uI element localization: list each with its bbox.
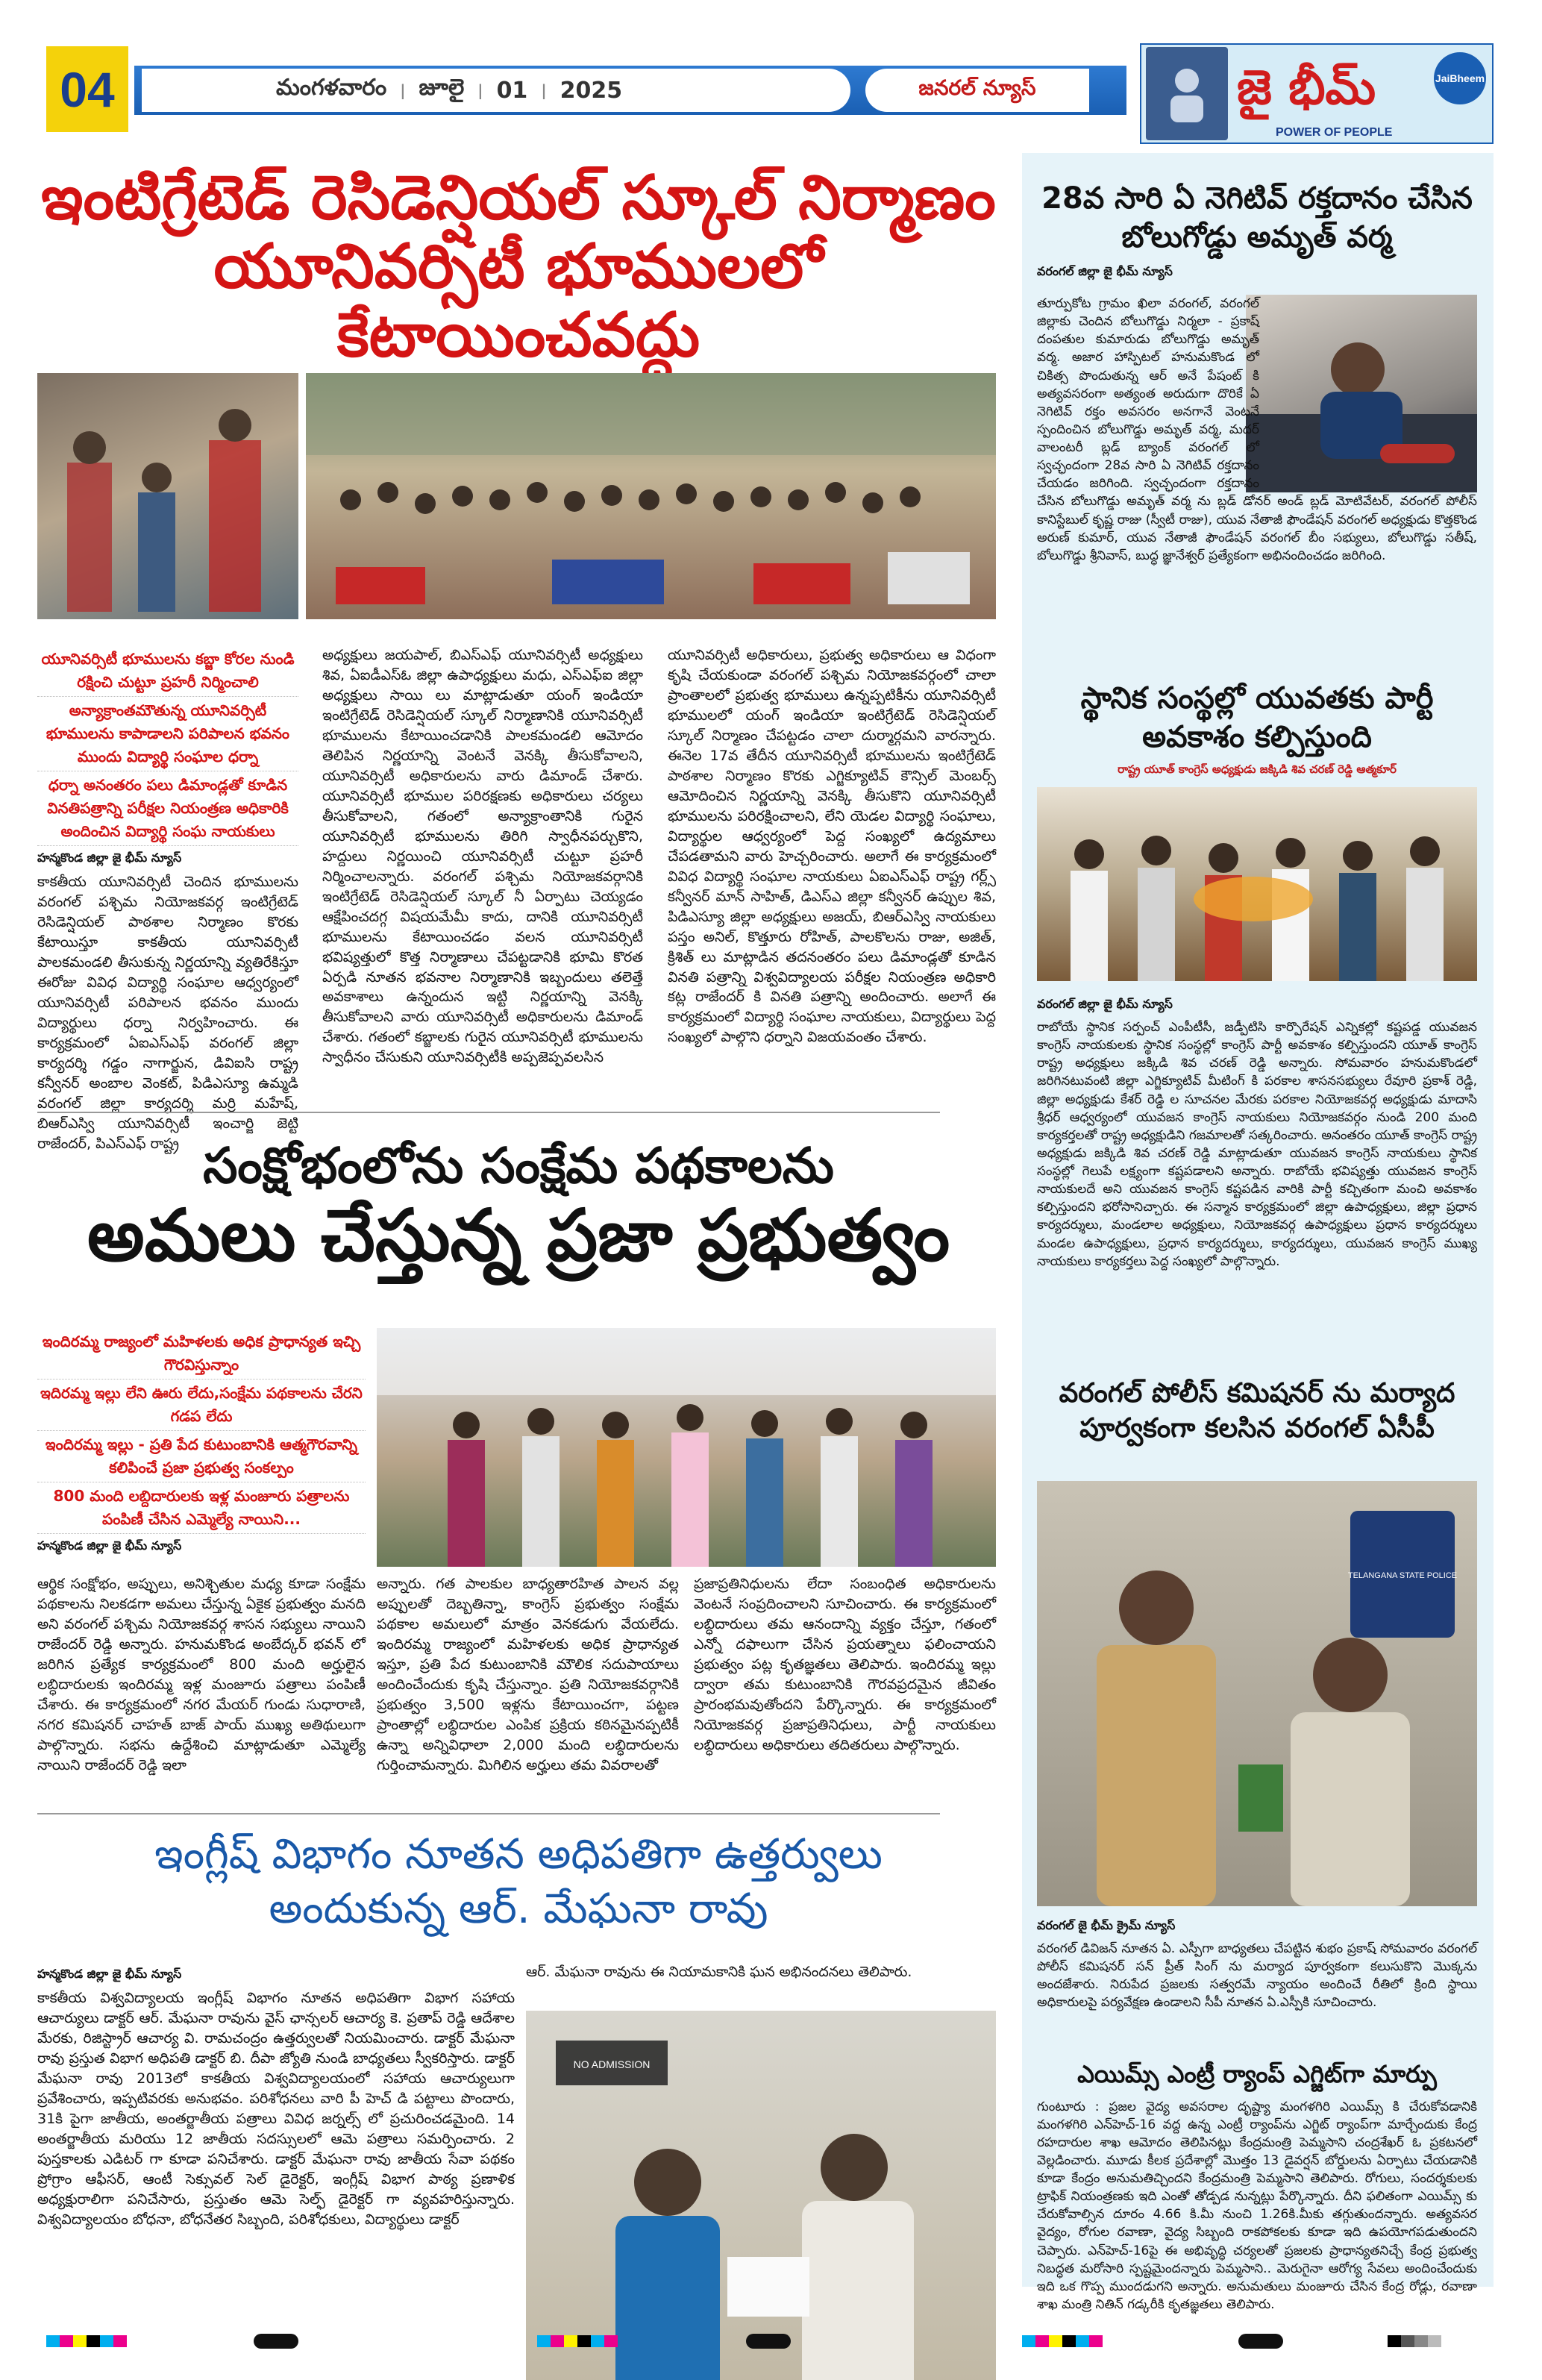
highlight-item: అన్యాక్రాంతమౌతున్న యూనివర్సిటీ భూములను కాపాడాలని పరిపాలన భవనం ముందు విద్యార్థి సంఘాల ధర్నా [37, 697, 298, 771]
headline-line: ఇంగ్లీష్ విభాగం నూతన అధిపతిగా ఉత్తర్వులు [154, 1830, 883, 1879]
highlight-item: 800 మంది లబ్దిదారులకు ఇళ్ల మంజూరు పత్రాలను పంపిణీ చేసిన ఎమ్మెల్యే నాయిని... [37, 1482, 366, 1534]
handover-illustration [526, 2011, 996, 2380]
article-text: ఆర్థిక సంక్షోభం, అప్పులు, అనిశ్చితుల మధ్య కూడా సంక్షేమ పథకాలను నిలకడగా అమలు చేస్తున్న ఏకైక ప్రభుత్వం మనది అని వరంగల్ పశ్చిమ నియోజకవర్గ శాసన సభ్యులు నాయిని రాజేందర్ రెడ్డి అన్నారు. హనుమకొండ అంబేద్కర్ భవన్ లో జరిగిన ప్రత్యేక కార్యక్రమంలో 800 మంది అర్హులైన లబ్ధిదారులకు ఇందిరమ్మ ఇళ్ల మంజూరు పత్రాలు పంపిణీ చేశారు. ఈ కార్యక్రమంలో నగర మేయర్ గుండు సుధారాణి, నగర కమిషనర్ చాహత్ బాజ్ పాయ్ ముఖ్య అతిథులుగా పాల్గొన్నారు. సభను ఉద్దేశించి మాట్లాడుతూ ఎమ్మెల్యే నాయిని రాజేందర్ రెడ్డి ఇలా [37, 1576, 366, 1773]
dateline-sep: | [541, 81, 547, 99]
masthead-tagline: POWER OF PEOPLE [1276, 126, 1393, 139]
color-registration-bar [1022, 2335, 1103, 2347]
highlight-item: ధర్నా అనంతరం పలు డిమాండ్లతో కూడిన వినతిపత్రాన్ని పరీక్షల నియంత్రణ అధికారికి అందించిన విద్యార్థి సంఘ నాయకులు [37, 771, 298, 846]
article-text: కాకతీయ యూనివర్సిటీ చెందిన భూములను వరంగల్ పశ్చిమ నియోజకవర్గ ఇంటిగ్రేటెడ్ రెసిడెన్షియల్ పాఠశాల నిర్మాణం కొరకు కేటాయిస్తూ కాకతీయ యూనివర్సిటీ పాలకమండలి తీసుకున్న నిర్ణయాన్ని వ్యతిరేకిస్తూ ఈరోజు వివిధ విద్యార్థి సంఘాల ఆధ్వర్యంలో యూనివర్సిటీ పరిపాలన భవనం ముందు విద్యార్థులు ధర్నా నిర్వహించారు. ఈ కార్యక్రమంలో ఏఐఎస్ఎఫ్ వరంగల్ జిల్లా కార్యదర్శి గడ్డం నాగార్జున, డివిఐసి రాష్ట్ర కన్వీనర్ అంబాల వెంకట్, పిడిఎస్యూ ఉమ్మడి వరంగల్ జిల్లా కార్యదర్శి మర్రి మహేష్, బిఆర్ఎస్వి యూనివర్సిటీ ఇంచార్జి జెట్టి రాజేందర్, పిఎస్ఎఫ్ రాష్ట్ర [37, 874, 298, 1152]
right-story-3 [1037, 1377, 1477, 1447]
story-body: రాబోయే స్థానిక సర్పంచ్ ఎంపీటీసీ, జడ్పీటిసి కార్పొరేషన్ ఎన్నికల్లో కష్టపడ్డ యువజన కాంగ్రెస్ నాయకులకు స్థానిక సంస్థల్లో కాంగ్రెస్ పార్టీ అవకాశం కల్పిస్తుందని యూత్ కాంగ్రెస్ రాష్ట్ర అధ్యక్షులు జక్కిడి శివ చరణ్ రెడ్డి అన్నారు. సోమవారం హనుమకొండలో జరిగినటువంటి జిల్లా ఎగ్జిక్యూటివ్ మీటింగ్ కి పరకాల శాసనసభ్యులు రేవూరి ప్రకాశ్ రెడ్డి, జిల్లా అధ్యక్షుడు కేశర్ రెడ్డి ల సూచనల మేరకు పరకాల నియోజకవర్గ అధ్యక్షుడు మాదాసి శ్రీధర్ ఆధ్వర్యంలో యువజన కాంగ్రెస్ నాయకులు నియోజకవర్గం నుండి 200 మంది కార్యకర్తలతో రాష్ట్ర అధ్యక్షుడిని గజమాలతో సత్కరించారు. అనంతరం యూత్ కాంగ్రెస్ రాష్ట్ర అధ్యక్షుడు జక్కిడి శివ చరణ్ రెడ్డి మాట్లాడుతూ యువజన కాంగ్రెస్ నాయకులు స్థానిక సంస్థల్లో గెలుపే లక్ష్యంగా కష్టపడాలని అన్నారు. రాబోయే భవిష్యత్తు యువజన కాంగ్రెస్ నాయకులదే అని యువజన కాంగ్రెస్ కష్టపడిన వారికి పార్టీ కచ్చితంగా మంచి అవకాశం కల్పిస్తుందని భరోసానిచ్చారు. ఈ సన్మాన కార్యక్రమంలో జిల్లా ఉపాధ్యక్షులు, జిల్లా ప్రధాన కార్యదర్శులు, మండలాల అధ్యక్షులు, నియోజకవర్గ ఉపాధ్యక్షులు ప్రధాన కార్యదర్శులు మండల ఉపాధ్యక్షులు, ప్రధాన కార్యదర్శులు, కార్యదర్శులు, యువజన కాంగ్రెస్ ముఖ్య నాయకులు కార్యకర్తలు పెద్ద సంఖ్యలో పాల్గొన్నారు. [1037, 1020, 1477, 1269]
story-headline: ఎయిమ్స్ ఎంట్రీ ర్యాంప్ ఎగ్జిట్‌గా మార్పు [1077, 2060, 1437, 2088]
right-story-2 [1037, 679, 1477, 779]
color-registration-bar [1388, 2335, 1441, 2347]
article-text: ప్రజాప్రతినిధులను లేదా సంబంధిత అధికారులను వెంటనే సంప్రదించాలని సూచించారు. ఈ కార్యక్రమంలో లబ్ధిదారులు తమ ఆనందాన్ని వ్యక్తం చేస్తూ, గతంలో ఎన్నో దఫాలుగా చేసిన ప్రయత్నాలు ఫలించాయని ప్రభుత్వం పట్ల కృతజ్ఞతలు తెలిపారు. ఇందిరమ్మ ఇల్లు ద్వారా తమ కుటుంబానికి గౌరవప్రదమైన జీవితం ప్రారంభమవుతోందని పేర్కొన్నారు. ఈ కార్యక్రమంలో నియోజకవర్గ ప్రజాప్రతినిధులు, పార్టీ నాయకులు లబ్ధిదారులు అధికారులు తదితరులు పాల్గొన్నారు. [694, 1576, 996, 1753]
article-text: కాకతీయ విశ్వవిద్యాలయ ఇంగ్లీష్ విభాగం నూతన అధిపతిగా విభాగ సహాయ ఆచార్యులు డాక్టర్ ఆర్. మేఘనా రావును వైస్ ఛాన్సలర్ ఆచార్య కె. ప్రతాప్ రెడ్డి ఆదేశాల మేరకు, రిజిస్ట్రార్ ఆచార్య వి. రామచంద్రం ఉత్తర్వులతో నియమించారు. డాక్టర్ మేఘనా రావు ప్రస్తుత విభాగ అధిపతి డాక్టర్ బి. దీపా జ్యోతి నుండి బాధ్యతలు స్వీకరిస్తారు. డాక్టర్ మేఘనా రావు 2013లో కాకతీయ విశ్వవిద్యాలయంలో సహాయ ఆచార్యులుగా ప్రవేశించారు, ఇప్పటివరకు అనుభవం. పరిశోధనలు వారి పీ హెచ్ డి పట్టాలు పొందారు, 31కి పైగా జాతీయ, అంతర్జాతీయ పత్రాలు వివిధ జర్నల్స్ లో ప్రచురించడమైంది. 14 అంతర్జాతీయ మరియు 12 జాతీయ సదస్సులలో ఆమె పత్రాలు సమర్పించారు. 2 పుస్తకాలకు ఎడిటర్ గా కూడా పనిచేశారు. డాక్టర్ మేఘనా రావు జాతీయ సేవా పథకం ప్రోగ్రాం ఆఫీసర్, ఆంటీ సెక్సువల్ సెల్ డైరెక్టర్, ఇంగ్లీష్ విభాగ పాఠ్య ప్రణాళిక అధ్యక్షురాలిగా పనిచేసారు, ప్రస్తుతం ఆమె సెల్ఫ్ డైరెక్టర్ గా వ్యవహరిస్తున్నారు. విశ్వవిద్యాలయం బోధనా, బోధనేతర సిబ్బంది, పరిశోధకులు, విద్యార్థులు డాక్టర్ [37, 1990, 515, 2228]
story-text [1037, 295, 1477, 565]
right-story-3-text [1037, 1914, 1477, 2012]
crowd-illustration [306, 373, 996, 619]
highlight-item: ఇందిరమ్మ ఇల్లు - ప్రతి పేద కుటుంబానికి ఆత్మగౌరవాన్ని కలిపించే ప్రజా ప్రభుత్వ సంకల్పం [37, 1431, 366, 1482]
month: జూలై [419, 75, 465, 101]
police-meeting-photo [1037, 1481, 1477, 1906]
headline-line: సంక్షోభంలోను సంక్షేమ పథకాలను [203, 1137, 834, 1194]
dateline-sep: | [477, 81, 483, 99]
story-headline: 28వ సారి ఏ నెగిటివ్ రక్తదానం చేసిన బోలుగోడ్డు అమృత్ వర్మ [1041, 181, 1473, 254]
byline: వరంగల్ జిల్లా జై భీమ్ న్యూస్ [1037, 997, 1173, 1011]
right-story-4 [1037, 2059, 1477, 2314]
officers-illustration [1037, 1481, 1477, 1906]
article-text: అధ్యక్షులు జయపాల్, బిఎస్ఎఫ్ యూనివర్సిటీ అధ్యక్షులు శివ, ఏఐడీఎస్ఓ జిల్లా ఉపాధ్యక్షులు మధు, ఎస్ఎఫ్ఐ జిల్లా అధ్యక్షులు సాయి లు మాట్లాడుతూ యంగ్ ఇండియా ఇంటిగ్రేటెడ్ రెసిడెన్షియల్ స్కూల్ నిర్మాణానికి యూనివర్సిటీ భూములను కేటాయించడానికి పాలకమండలి ఆమోదం తెలిపిన నిర్ణయాన్ని వెంటనే వెనక్కి తీసుకోవాలని, యూనివర్సిటీ అధికారులను వారు డిమాండ్ చేశారు. యూనివర్సిటీ భూముల పరిరక్షణకు అధికారులు చర్యలు తీసుకోవాలని, గతంలో అన్యాక్రాంతానికి గురైన యూనివర్సిటీ భూములను తిరిగి స్వాధీనపర్చుకొని, హద్దులు నిర్ణయించి యూనివర్సిటీ చుట్టూ ప్రహరీ నిర్మించాలన్నారు. వరంగల్ పశ్చిమ నియోజకవర్గానికి ఇంటిగ్రేటెడ్ రెసిడెన్షియల్ స్కూల్ నీ ఏర్పాటు చెయ్యడం ఆక్షేపించదగ్గ విషయమేమీ కాదు, దానికి యూనివర్సిటీ భూములను కేటాయించడం వలన యూనివర్సిటీ భవిష్యత్తులో కొత్త నిర్మాణాలు చేపట్టడానికి భూమి కొరత ఏర్పడి నూతన భవనాల నిర్మాణానికి ఇబ్బందులు తలెత్తే అవకాశాలు ఉన్నందున ఇట్టి నిర్ణయాన్ని వెనక్కి తీసుకోవాలని వారు యూనివర్సిటీ అధికారులను డిమాండ్ చేశారు. గతంలో కబ్జాలకు గురైన యూనివర్సిటీ భూములను స్వాధీనం చేసుకుని యూనివర్సిటీకి అప్పజెప్పవలసిన [322, 647, 643, 1066]
badge-text: TELANGANA STATE POLICE [1347, 1571, 1458, 1580]
article-text: అన్నారు. గత పాలకుల బాధ్యతారహిత పాలన వల్ల అప్పులతో దెబ్బతిన్నా, కాంగ్రెస్ ప్రభుత్వం సంక్షేమ పథకాల అమలులో మాత్రం వెనకడుగు వేయలేదు. ఇందిరమ్మ రాజ్యంలో మహిళలకు అధిక ప్రాధాన్యత ఇస్తూ, ప్రతి పేద కుటుంబానికి మౌలిక సదుపాయాలు అందించేందుకు కృషి చేస్తున్నాం. ప్రతి నియోజకవర్గానికి ప్రభుత్వం 3,500 ఇళ్లను కేటాయించగా, పట్టణ ప్రాంతాల్లో లబ్ధిదారుల ఎంపిక ప్రక్రియ కఠినమైనప్పటికీ ఉన్నా అన్నివిధాలా 2,000 మంది లబ్ధిదారులను గుర్తించామన్నారు. మిగిలిన అర్హులు తమ వివరాలతో [377, 1576, 679, 1773]
story-subhead: రాష్ట్ర యూత్ కాంగ్రెస్ అధ్యక్షుడు జక్కిడి శివ చరణ్ రెడ్డి ఆత్మకూర్ [1118, 762, 1397, 776]
headline-line: ఇంటిగ్రేటెడ్ రెసిడెన్షియల్ స్కూల్ నిర్మాణం [41, 163, 996, 234]
right-story-1 [1037, 179, 1477, 286]
photo-spacer [1259, 295, 1477, 492]
article-3-text [37, 1962, 515, 2230]
headline-line: అమలు చేస్తున్న ప్రజా ప్రభుత్వం [87, 1193, 950, 1277]
person-icon [1165, 64, 1209, 124]
highlight-item: ఇదిరమ్మ ఇల్లు లేని ఊరు లేదు,సంక్షేమ పథకాలను చేరని గడప లేదు [37, 1380, 366, 1431]
story-headline: స్థానిక సంస్థల్లో యువతకు పార్టీ అవకాశం కల్పిస్తుంది [1080, 681, 1434, 754]
highlight-item: ఇందిరమ్మ రాజ్యంలో మహిళలకు అధిక ప్రాధాన్యత ఇచ్చి గౌరవిస్తున్నాం [37, 1328, 366, 1380]
color-registration-bar [537, 2335, 618, 2347]
divider [37, 1813, 940, 1814]
event-photo [377, 1328, 996, 1567]
article-1-headline [37, 164, 1000, 369]
protest-photo-left [37, 373, 298, 619]
article-2-highlights [37, 1328, 366, 1560]
registration-mark [254, 2334, 298, 2349]
byline: వరంగల్ జిల్లా జై భీమ్ న్యూస్ [1037, 264, 1173, 278]
story-body: వరంగల్ డివిజన్ నూతన ఏ. ఎస్పీగా బాధ్యతలు చేపట్టిన శుభం ప్రకాష్ సోమవారం వరంగల్ పోలీస్ కమిషనర్ సన్ ప్రీత్ సింగ్ ను మర్యాద పూర్వకంగా కలుసుకొని మొక్కను అందజేశారు. నిరుపేద ప్రజలకు సత్వరమే న్యాయం అందించే రీతిలో క్రింది స్థాయి అధికారులపై పర్యవేక్షణ ఉండాలని సీపీ నూతన ఏ.ఎస్పీకి సూచించారు. [1037, 1941, 1477, 2011]
masthead [1140, 43, 1494, 144]
stage-illustration [377, 1328, 996, 1567]
year: 2025 [560, 77, 623, 104]
byline: హన్మకొండ జిల్లా జై భీమ్ న్యూస్ [37, 1967, 182, 1981]
color-registration-bar [46, 2335, 127, 2347]
byline: వరంగల్ జై భీమ్ క్రైమ్ న్యూస్ [1037, 1918, 1176, 1932]
page-number: 04 [46, 46, 128, 132]
dateline [142, 69, 850, 112]
masthead-logo: JaiBheem [1434, 52, 1486, 104]
right-column [1022, 153, 1494, 2312]
sign-text: NO ADMISSION [573, 2058, 651, 2070]
dateline-sep: | [400, 81, 406, 99]
headline-line: అందుకున్న ఆర్. మేఘనా రావు [269, 1884, 768, 1933]
masthead-title: జై భీమ్ [1237, 60, 1376, 116]
headline-line: యూనివర్సిటీ భూములలో కేటాయించవద్దు [213, 231, 824, 371]
article-1-highlights [37, 645, 298, 1154]
felicitation-photo [1037, 787, 1477, 981]
day: మంగళవారం [276, 75, 387, 101]
portrait-image [1146, 47, 1228, 140]
section-label: జనరల్ న్యూస్ [865, 69, 1089, 112]
article-2-headline [37, 1138, 1000, 1277]
article-text: యూనివర్సిటీ అధికారులు, ప్రభుత్వ అధికారులు ఆ విధంగా కృషి చేయకుండా వరంగల్ పశ్చిమ నియోజకవర్గంలో చాలా ప్రాంతాలలో ప్రభుత్వ భూములు ఉన్నప్పటికీను యూనివర్సిటీ భూములలో యంగ్ ఇండియా ఇంటిగ్రేటెడ్ రెసిడెన్షియల్ స్కూల్ నిర్మాణం చేపట్టడం చాలా దుర్మార్గమని వారన్నారు. ఈనెల 17వ తేదీన యూనివర్సిటీ భూములను ఇంటిగ్రేటెడ్ పాఠశాల నిర్మాణం కొరకు ఎగ్జిక్యూటివ్ కౌన్సిల్ మెంబర్స్ ఆమోదించిన నిర్ణయాన్ని వెనక్కి తీసుకొని యూనివర్సిటీ భూములను పరిరక్షించాలని, లేని యెడల విద్యార్థి సంఘాలు, విద్యార్థుల ఆధ్వర్యంలో పెద్ద సంఖ్యలో ఉద్యమాలు చేపడతామని వారు హెచ్చరించారు. అలాగే ఈ కార్యక్రమంలో వివిధ విద్యార్థి సంఘాల నాయకులు ఏఐఎస్ఎఫ్ రాష్ట్ర గర్ల్స్ కన్వీనర్ మాన్ సాహిత్, డిఎస్ఎ జిల్లా కన్వీనర్ ఉప్పుల శివ, పిడిఎస్యూ జిల్లా అధ్యక్షులు అజయ్, బిఆర్ఎస్వి నాయకులు పస్తం అనిల్, కొత్తూరు రోహిత్, పాలకొలను రాజు, అజిత్, క్రిశిత్ లు మాట్లాడిన తదనంతరం పలు డిమాండ్లతో కూడిన వినతి పత్రాన్ని విశ్వవిద్యాలయ పరీక్షల నియంత్రణ అధికారి కట్ల రాజేందర్ కి వినతి పత్రాన్ని అందించారు. అలాగే ఈ కార్యక్రమంలో విద్యార్థి సంఘాల నాయకులు, విద్యార్థులు పెద్ద సంఖ్యలో పాల్గొని ధర్నాని విజయవంతం చేశారు. [668, 647, 996, 1046]
byline: హన్మకొండ జిల్లా జై భీమ్ న్యూస్ [37, 1538, 182, 1553]
article-3-headline [37, 1828, 1000, 1937]
story-body: గుంటూరు : ప్రజల వైద్య అవసరాల దృష్ట్యా మంగళగిరి ఎయిమ్స్ కి చేరుకోవడానికి మంగళగిరి ఎన్‌హెచ్-16 వద్ద ఉన్న ఎంట్రీ ర్యాంప్‌ను ఎగ్జిట్ ర్యాంప్‌గా మార్చేందుకు కేంద్ర రహదారుల శాఖ ఆమోదం తెలిపినట్లు కేంద్రమంత్రి పెమ్మసాని చంద్రశేఖర్ ఓ ప్రకటనలో వెల్లడించారు. మూడు కీలక ప్రదేశాల్లో మొత్తం 13 డైవర్షన్ బోర్డులను ఏర్పాటు చేయడానికి కూడా కేంద్రం అనుమతిచ్చిందని కేంద్రమంత్రి పెమ్మసాని తెలిపారు. రోగులు, సందర్శకులకు ట్రాఫిక్ నియంత్రణకు ఇది ఎంతో తోడ్పడ నున్నట్లు పేర్కొన్నారు. దీని ఫలితంగా ఎయిమ్స్ కు చేరుకోవాల్సిన దూరం 4.66 కి.మీ నుంచి 1.26కి.మీకు తగ్గుతుందన్నారు. అత్యవసర వైద్యం, రోగుల రవాణా, వైద్య సిబ్బంది రాకపోకలకు కూడా ఇది ఉపయోగపడుతుందని చెప్పారు. ఎన్‌హెచ్-16పై ఈ అభివృద్ధి చర్యలతో ప్రజలకు ప్రాధాన్యతనిచ్చే కేంద్ర ప్రభుత్వ నిబద్ధత మరోసారి స్పష్టమైందన్నారు పెమ్మసాని.. మెరుగైనా ఆరోగ్య సేవలు అందించేందుకు ఇది ఒక గొప్ప ముందడుగని అన్నారు. అనుమతులు మంజూరు చేసిన కేంద్ర రోడ్లు, రవాణా శాఖ మంత్రి నితిన్ గడ్కరీకి కృతజ్ఞతలు తెలిపారు. [1037, 2099, 1477, 2312]
group-illustration [1037, 787, 1477, 981]
date: 01 [496, 77, 528, 104]
crowd-illustration [37, 373, 298, 619]
highlight-item: యూనివర్సిటీ భూములను కబ్జా కోరల నుండి రక్షించి చుట్టూ ప్రహరీ నిర్మించాలి [37, 645, 298, 697]
story-headline: వరంగల్ పోలీస్ కమిషనర్ ను మర్యాద పూర్వకంగా కలసిన వరంగల్ ఏసీపీ [1059, 1378, 1455, 1444]
protest-photo-main [306, 373, 996, 619]
appointment-photo [526, 2011, 996, 2380]
divider [37, 1112, 940, 1113]
story-body: తూర్పుకోట గ్రామం ఖిలా వరంగల్, వరంగల్ జిల్లాకు చెందిన బోలుగొడ్డు నిర్మలా - ప్రకాష్ దంపతుల కుమారుడు బోలుగొడ్డు అమృత్ వర్మ. అజార హాస్పిటల్ హనుమకొండ లో చికిత్స పొందుతున్న ఆర్ అనే పేషంట్ కి అత్యవసరంగా అత్యంత అరుదుగా దొరికే ఏ నెగిటివ్ రక్తం అవసరం అనగానే వెంటనే స్పందించిన బోలుగొడ్డు అమృత్ వర్మ, మదర్ వాలంటరీ బ్లడ్ బ్యాంక్ వరంగల్ లో స్వచ్ఛందంగా 28వ సారి ఏ నెగిటివ్ రక్తదానం చేయడం జరిగింది. స్వచ్ఛందంగా రక్తదానం చేసిన బోలుగొడ్డు అమృత్ వర్మ ను బ్లడ్ డోనర్ అండ్ బ్లడ్ మోటివేటర్, వరంగల్ పోలీస్ కానిస్టేబుల్ కృష్ణ రాజు (స్వీటీ రాజు), యువ నేతాజీ ఫౌండేషన్ వరంగల్ అధ్యక్షుడు కొత్తకొండ అరుణ్ కుమార్, యువ నేతాజీ ఫౌండేషన్ వరంగల్ బీం సభ్యులు, బోలుగొడ్డు సతీష్, బోలుగొడ్డు శ్రీనివాస్, బుద్ధ జ్ఞానేశ్వర్ ప్రత్యేకంగా అభినందించడం జరిగింది. [1037, 296, 1477, 563]
byline: హన్మకొండ జిల్లా జై భీమ్ న్యూస్ [37, 851, 182, 865]
right-story-2-text [1037, 992, 1477, 1271]
registration-mark [1238, 2334, 1283, 2349]
registration-mark [746, 2334, 791, 2349]
article-text: ఆర్. మేఘనా రావును ఈ నియామకానికి ఘన అభినందనలు తెలిపారు. [526, 1964, 912, 1980]
